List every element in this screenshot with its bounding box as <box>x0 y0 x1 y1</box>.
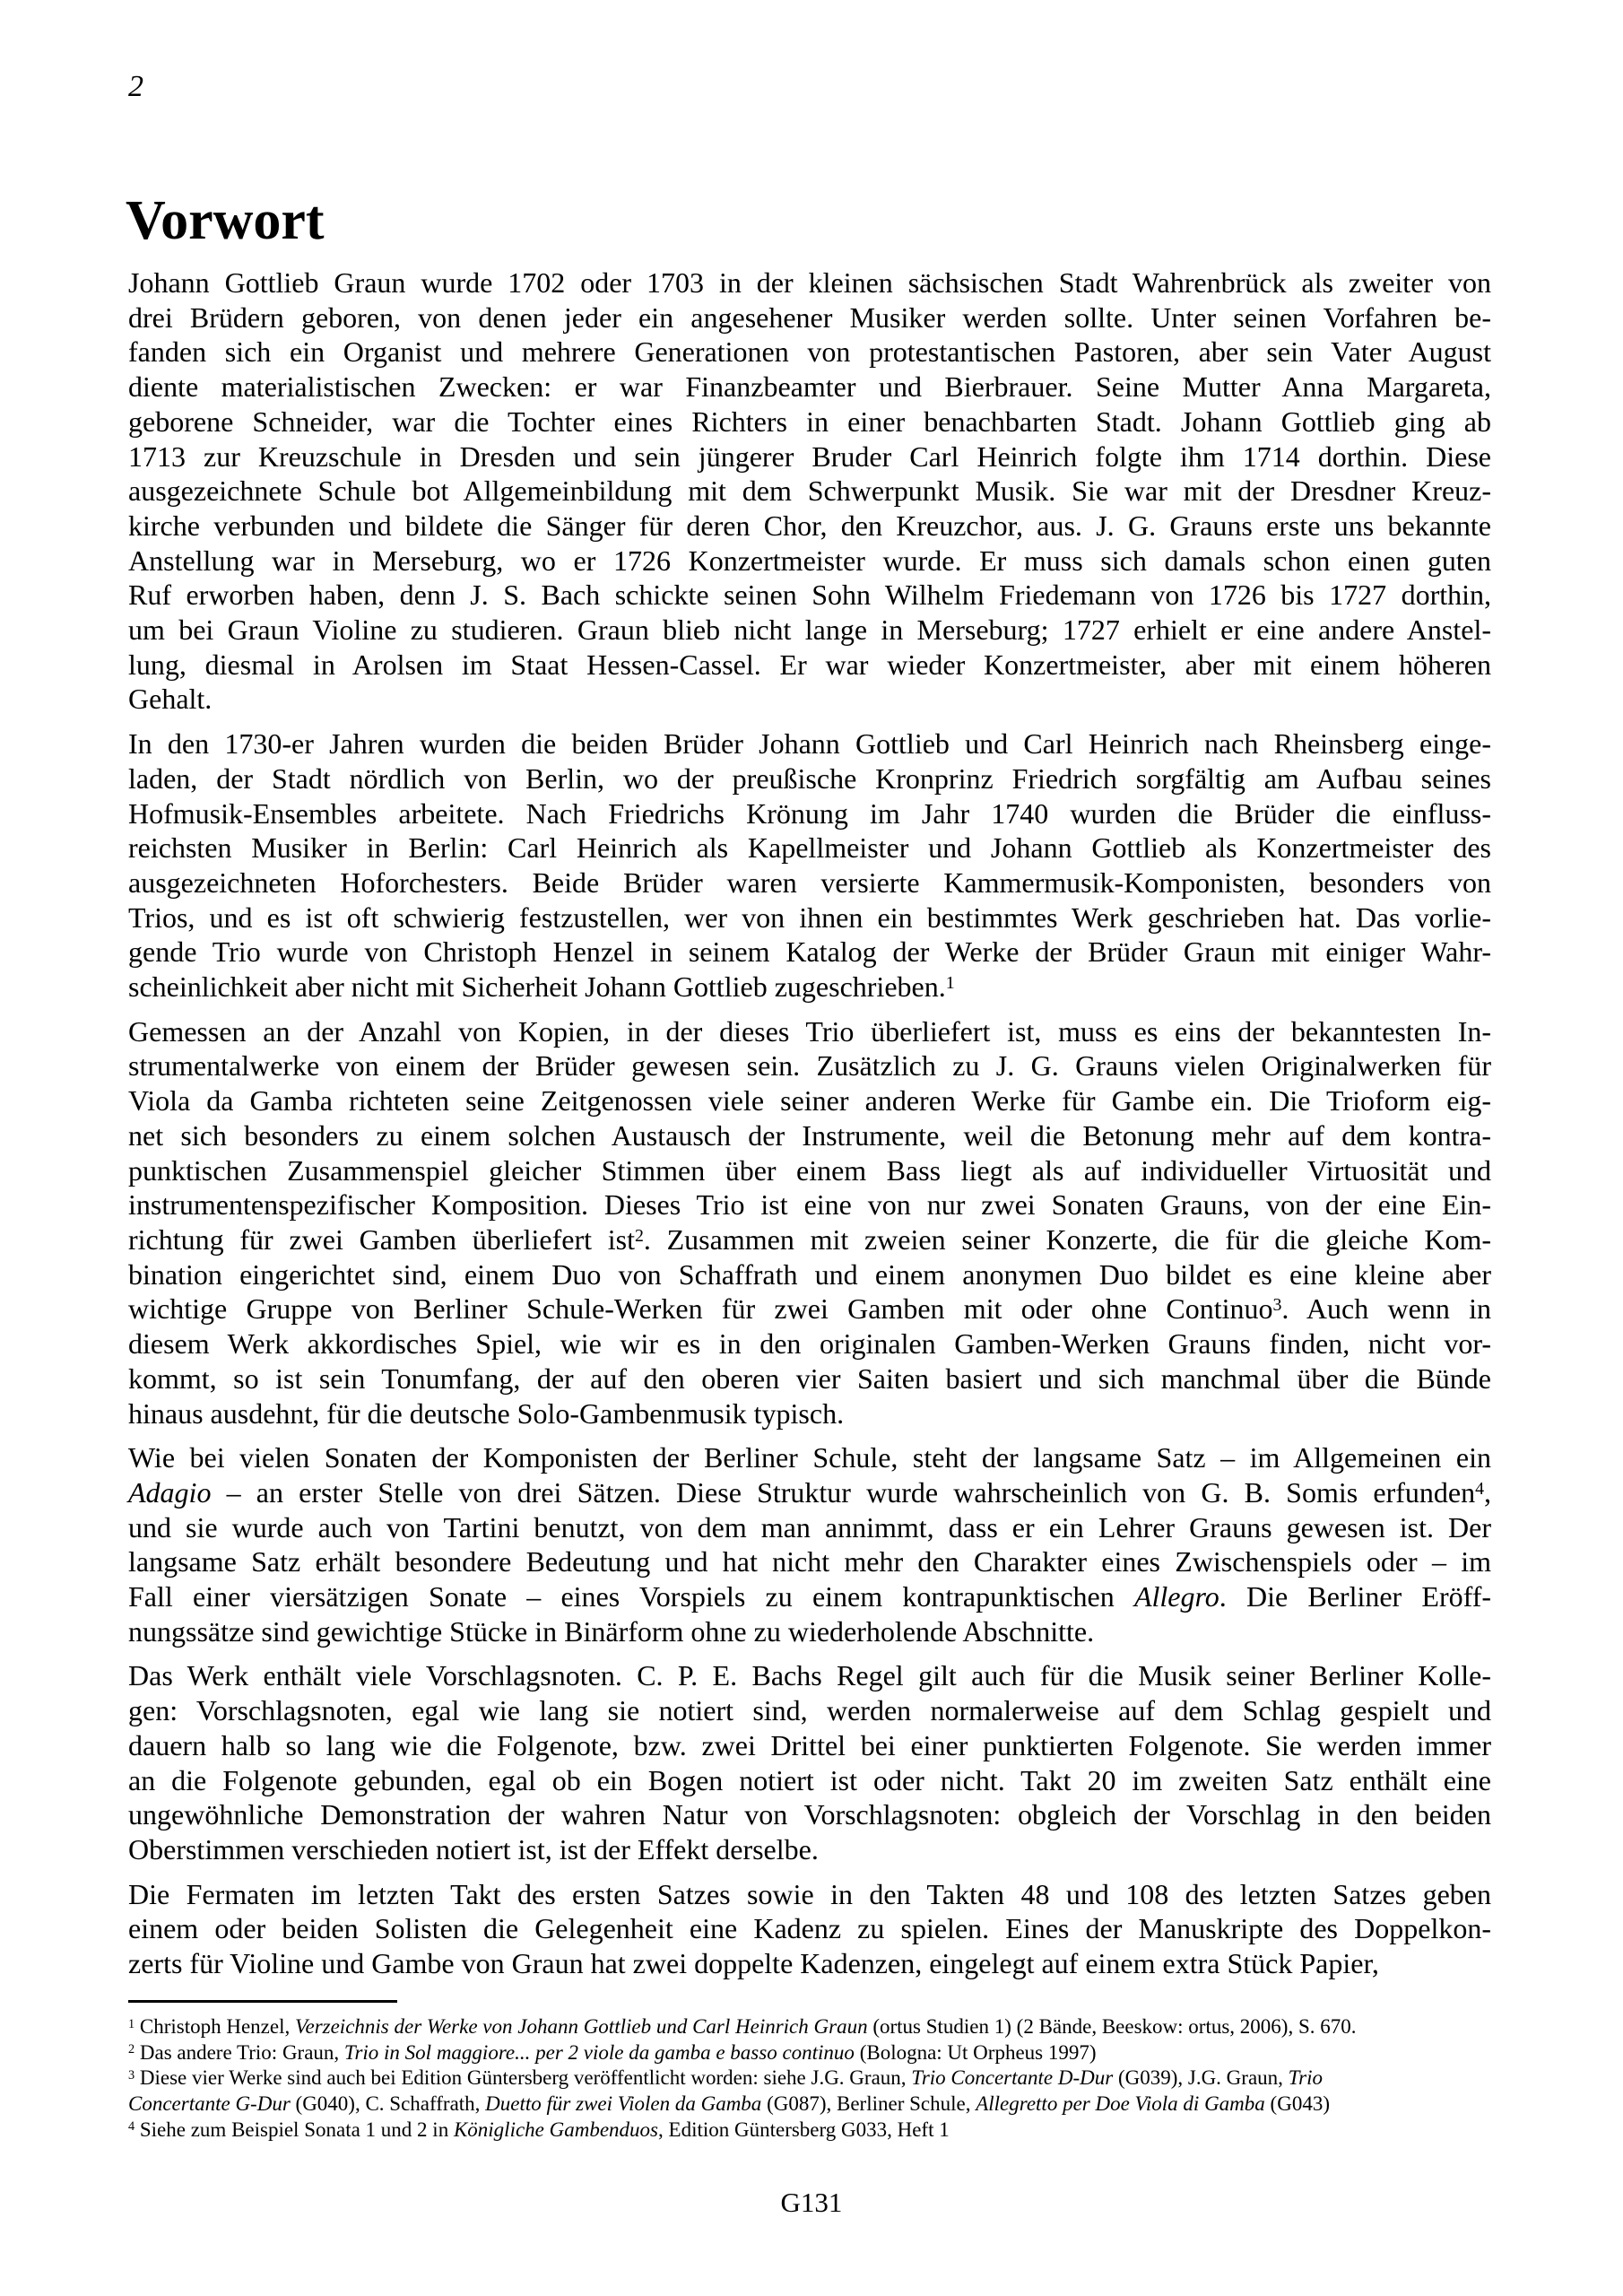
text-line: reichsten Musiker in Berlin: Carl Heinrich als Kapellmeister und Johann Gottlieb als Konzertmeister des <box>128 831 1491 865</box>
text-line: Adagio – an erster Stelle von drei Sätzen. Diese Struktur wurde wahrscheinlich von G. B. Somis erfunden$^4$, <box>128 1475 1491 1509</box>
text-line: einem oder beiden Solisten die Gelegenheit eine Kadenz zu spielen. Eines der Manuskripte des Doppelkon- <box>128 1912 1491 1945</box>
text-line: richtung für zwei Gamben überliefert ist$^2$. Zusammen mit zweien seiner Konzerte, die für die gleiche Kom- <box>128 1222 1492 1256</box>
text-line: Fall einer viersätzigen Sonate – eines Vorspiels zu einem kontrapunktischen Allegro. Die Berliner Eröff- <box>128 1580 1492 1613</box>
paragraph-sonata-structure <box>128 1440 1491 1648</box>
text-line: Johann Gottlieb Graun wurde 1702 oder 1703 in der kleinen sächsischen Stadt Wahrenbrück als zweiter von <box>128 266 1491 299</box>
text-line: lung, diesmal in Arolsen im Staat Hessen-Cassel. Er war wieder Konzertmeister, aber mit einem höheren <box>128 648 1491 681</box>
text-line: Viola da Gamba richteten seine Zeitgenossen viele seiner anderen Werke für Gambe ein. Die Trioform eig- <box>128 1084 1491 1118</box>
text-line: hinaus ausdehnt, für die deutsche Solo-Gambenmusik typisch. <box>128 1396 845 1430</box>
text-line: nungssätze sind gewichtige Stücke in Binärform ohne zu wiederholende Abschnitte. <box>128 1614 1095 1648</box>
page-number: 2 <box>128 70 143 103</box>
text-line: dauern halb so lang wie die Folgenote, bzw. zwei Drittel bei einer punktierten Folgenote. Sie werden immer <box>128 1728 1491 1761</box>
text-line: In den 1730-er Jahren wurden die beiden Brüder Johann Gottlieb und Carl Heinrich nach Rheinsberg einge- <box>128 727 1491 761</box>
text-line: zerts für Violine und Gambe von Graun hat zwei doppelte Kadenzen, eingelegt auf einem extra Stück Papier, <box>128 1947 1379 1980</box>
paragraph-trio-copies <box>128 1014 1491 1431</box>
footnotes <box>128 2014 1495 2144</box>
text-line: Gemessen an der Anzahl von Kopien, in der dieses Trio überliefert ist, muss es eins der bekanntesten In- <box>128 1014 1491 1048</box>
text-line: ausgezeichnete Schule bot Allgemeinbildung mit dem Schwerpunkt Musik. Sie war mit der Dresdner Kreuz- <box>128 474 1491 508</box>
text-line: an die Folgenote gebunden, egal ob ein Bogen notiert ist oder nicht. Takt 20 im zweiten Satz enthält eine <box>128 1763 1491 1796</box>
text-line: langsame Satz erhält besondere Bedeutung und hat nicht mehr den Charakter eines Zwischenspiels oder – im <box>128 1545 1491 1578</box>
text-line: und sie wurde auch von Tartini benutzt, von dem man annimmt, dass er ein Lehrer Grauns gewesen ist. Der <box>128 1510 1491 1544</box>
text-line: Trios, und es ist oft schwierig festzustellen, wer von ihnen ein bestimmtes Werk geschrieben hat. Das vorlie- <box>128 900 1491 934</box>
text-line: bination eingerichtet sind, einem Duo von Schaffrath und einem anonymen Duo bildet es eine kleine aber <box>128 1257 1491 1291</box>
text-line: Gehalt. <box>128 683 213 716</box>
text-line: Ruf erworben haben, denn J. S. Bach schickte seinen Sohn Wilhelm Friedemann von 1726 bis 1727 dorthin, <box>128 578 1491 612</box>
text-line: ausgezeichneten Hoforchesters. Beide Brüder waren versierte Kammermusik-Komponisten, besonders von <box>128 865 1491 899</box>
paragraph-berlin <box>128 726 1491 1004</box>
page-footer: G131 <box>780 2187 843 2218</box>
text-line: kirche verbunden und bildete die Sänger für deren Chor, den Kreuzchor, aus. J. G. Grauns erste uns bekannte <box>128 509 1491 542</box>
text-line: Das Werk enthält viele Vorschlagsnoten. C. P. E. Bachs Regel gilt auch für die Musik seiner Berliner Kolle- <box>128 1659 1491 1692</box>
text-line: drei Brüdern geboren, von denen jeder ein angesehener Musiker werden sollte. Unter seinen Vorfahren be- <box>128 300 1491 334</box>
paragraph-fermaten <box>128 1877 1491 1981</box>
paragraph-vorschlagsnoten <box>128 1658 1491 1866</box>
text-line: diesem Werk akkordisches Spiel, wie wir es in den originalen Gamben-Werken Grauns finden, nicht vor- <box>128 1327 1491 1361</box>
text-line: instrumentenspezifischer Komposition. Dieses Trio ist eine von nur zwei Sonaten Grauns, von der eine Ein- <box>128 1188 1491 1222</box>
text-line: gende Trio wurde von Christoph Henzel in seinem Katalog der Werke der Brüder Graun mit einiger Wahr- <box>128 935 1491 969</box>
text-line: Concertante G-Dur (G040), C. Schaffrath, Duetto für zwei Violen da Gamba (G087), Berliner Schule, Allegretto per Doe Viola di Gamba (G043) <box>128 2092 1330 2116</box>
text-line: Anstellung war in Merseburg, wo er 1726 Konzertmeister wurde. Er muss sich damals schon einen guten <box>128 544 1491 577</box>
page-title: Vorwort <box>126 190 325 251</box>
paragraph-biography <box>128 265 1491 717</box>
text-line: $^2$ Das andere Trio: Graun, Trio in Sol maggiore... per 2 viole da gamba e basso continuo (Bologna: Ut Orpheus 1997) <box>128 2040 1097 2064</box>
text-line: Die Fermaten im letzten Takt des ersten Satzes sowie in den Takten 48 und 108 des letzten Satzes geben <box>128 1877 1491 1910</box>
text-line: strumentalwerke von einem der Brüder gewesen sein. Zusätzlich zu J. G. Grauns vielen Originalwerken für <box>128 1049 1491 1083</box>
text-line: wichtige Gruppe von Berliner Schule-Werken für zwei Gamben mit oder ohne Continuo$^3$. Auch wenn in <box>128 1292 1492 1326</box>
text-line: $^3$ Diese vier Werke sind auch bei Edition Güntersberg veröffentlicht worden: siehe J.G. Graun, Trio Concertante D-Dur (G039), J.G. Graun, Trio <box>128 2066 1324 2090</box>
text-line: 1713 zur Kreuzschule in Dresden und sein jüngerer Bruder Carl Heinrich folgte ihm 1714 dorthin. Diese <box>128 439 1491 473</box>
text-line: $^4$ Siehe zum Beispiel Sonata 1 und 2 in Königliche Gambenduos, Edition Güntersberg G033, Heft 1 <box>128 2118 950 2141</box>
text-line: net sich besonders zu einem solchen Austausch der Instrumente, weil die Betonung mehr auf dem kontra- <box>128 1118 1491 1152</box>
text-line: laden, der Stadt nördlich von Berlin, wo der preußische Kronprinz Friedrich sorgfältig am Aufbau seines <box>128 761 1491 795</box>
text-line: Hofmusik-Ensembles arbeitete. Nach Friedrichs Krönung im Jahr 1740 wurden die Brüder die einfluss- <box>128 796 1491 830</box>
footnote-separator <box>128 2000 397 2003</box>
text-line: punktischen Zusammenspiel gleicher Stimmen über einem Bass liegt als auf individueller Virtuosität und <box>128 1153 1491 1187</box>
text-line: Wie bei vielen Sonaten der Komponisten der Berliner Schule, steht der langsame Satz – im Allgemeinen ein <box>128 1441 1491 1474</box>
text-line: fanden sich ein Organist und mehrere Generationen von protestantischen Pastoren, aber sein Vater August <box>128 335 1491 369</box>
text-line: diente materialistischen Zwecken: er war Finanzbeamter und Bierbrauer. Seine Mutter Anna Margareta, <box>128 370 1491 404</box>
text-line: um bei Graun Violine zu studieren. Graun blieb nicht lange in Merseburg; 1727 erhielt er eine andere Anstel- <box>128 613 1491 647</box>
text-line: ungewöhnliche Demonstration der wahren Natur von Vorschlagsnoten: obgleich der Vorschlag in den beiden <box>128 1798 1491 1831</box>
text-line: Oberstimmen verschieden notiert ist, ist der Effekt derselbe. <box>128 1832 819 1866</box>
text-line: kommt, so ist sein Tonumfang, der auf den oberen vier Saiten basiert und sich manchmal über die Bünde <box>128 1361 1491 1395</box>
text-line: gen: Vorschlagsnoten, egal wie lang sie notiert sind, werden normalerweise auf dem Schlag gespielt und <box>128 1694 1491 1727</box>
body-text <box>128 265 1491 1991</box>
text-line: $^1$ Christoph Henzel, Verzeichnis der Werke von Johann Gottlieb und Carl Heinrich Graun (ortus Studien 1) (2 Bände, Beeskow: ortus, 2006), S. 670. <box>128 2015 1357 2038</box>
text-line: geborene Schneider, war die Tochter eines Richters in einer benachbarten Stadt. Johann Gottlieb ging ab <box>128 404 1491 438</box>
text-line: scheinlichkeit aber nicht mit Sicherheit Johann Gottlieb zugeschrieben.$^1$ <box>128 970 955 1004</box>
